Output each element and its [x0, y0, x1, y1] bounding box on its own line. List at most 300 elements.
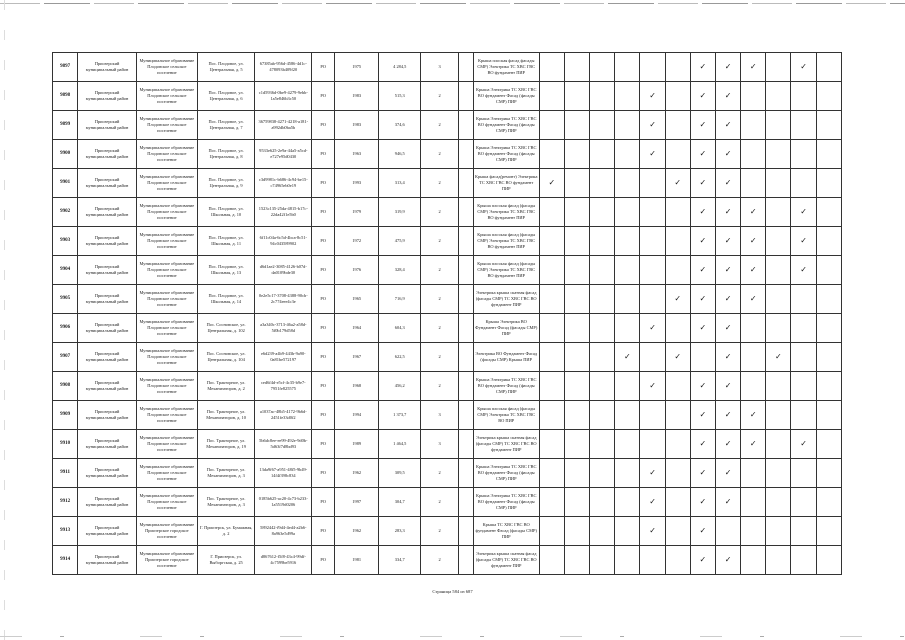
work-type-cell: [615, 314, 640, 343]
work-type-cell: [665, 140, 690, 169]
address-cell: Пос. Сосновское, ул. Центральная, д. 102: [197, 314, 255, 343]
work-type-cell: [816, 401, 841, 430]
row-number: 9907: [53, 343, 78, 372]
building-kind-cell: PO: [312, 517, 335, 546]
checkmark-icon: ✓: [715, 546, 740, 575]
area-cell: 374,6: [379, 111, 421, 140]
district-cell: Приозерский муниципальный район: [78, 459, 137, 488]
work-type-cell: [766, 546, 791, 575]
guid-cell: ced6f4d-e5cf-4c35-b9e7-7951fe825575: [255, 372, 312, 401]
year-built-cell: 1983: [335, 111, 379, 140]
settlement-cell: Муниципальное образование Плодовское сельское поселение: [136, 285, 197, 314]
row-number: 9908: [53, 372, 78, 401]
work-type-cell: [816, 517, 841, 546]
empty-cell: [458, 343, 473, 372]
work-type-cell: [539, 53, 564, 82]
year-built-cell: 1962: [335, 459, 379, 488]
work-type-cell: [766, 430, 791, 459]
building-kind-cell: PO: [312, 82, 335, 111]
table-row: [53, 488, 842, 517]
work-type-cell: [766, 372, 791, 401]
settlement-cell: Муниципальное образование Плодовское сельское поселение: [136, 372, 197, 401]
building-kind-cell: PO: [312, 488, 335, 517]
checkmark-icon: ✓: [715, 111, 740, 140]
row-number: 9899: [53, 111, 78, 140]
table-row: [53, 343, 842, 372]
building-kind-cell: PO: [312, 227, 335, 256]
floors-cell: 2: [421, 111, 459, 140]
area-cell: 4 284,5: [379, 53, 421, 82]
year-built-cell: 1972: [335, 227, 379, 256]
address-cell: Пос. Плодовое, ул. Школьная, д. 11: [197, 227, 255, 256]
empty-cell: [458, 169, 473, 198]
row-number: 9906: [53, 314, 78, 343]
building-kind-cell: PO: [312, 343, 335, 372]
year-built-cell: 1963: [335, 140, 379, 169]
building-kind-cell: PO: [312, 53, 335, 82]
work-type-cell: [564, 256, 589, 285]
checkmark-icon: ✓: [690, 285, 715, 314]
work-type-cell: [816, 227, 841, 256]
checkmark-icon: ✓: [690, 53, 715, 82]
checkmark-icon: ✓: [715, 343, 740, 372]
year-built-cell: 1976: [335, 256, 379, 285]
checkmark-icon: ✓: [715, 459, 740, 488]
work-type-cell: [791, 140, 816, 169]
page-number: Страница 584 из 687: [432, 589, 473, 594]
table-row: [53, 372, 842, 401]
building-kind-cell: PO: [312, 256, 335, 285]
work-type-cell: [539, 82, 564, 111]
work-type-cell: [615, 111, 640, 140]
settlement-cell: Муниципальное образование Плодовское сельское поселение: [136, 169, 197, 198]
work-type-cell: [741, 546, 766, 575]
table-row: [53, 256, 842, 285]
work-type-cell: [665, 198, 690, 227]
district-cell: Приозерский муниципальный район: [78, 372, 137, 401]
area-cell: 283,3: [379, 517, 421, 546]
work-type-cell: [766, 517, 791, 546]
works-list-cell: Крыша Электрика ВО Фундамент Фасад (фасады СМР) ПИР: [473, 314, 539, 343]
work-type-cell: [615, 256, 640, 285]
checkmark-icon: ✓: [690, 488, 715, 517]
row-number: 9912: [53, 488, 78, 517]
guid-cell: 5892442-f9d4-4ed4-a2b6-8a963e5d99a: [255, 517, 312, 546]
work-type-cell: [590, 314, 615, 343]
work-type-cell: [665, 546, 690, 575]
checkmark-icon: ✓: [715, 488, 740, 517]
guid-cell: 67385ab-956d-4586-4d1c-478093b409f20: [255, 53, 312, 82]
row-number: 9901: [53, 169, 78, 198]
checkmark-icon: ✓: [640, 111, 665, 140]
row-number: 9902: [53, 198, 78, 227]
empty-cell: [458, 546, 473, 575]
work-type-cell: [665, 256, 690, 285]
settlement-cell: Муниципальное образование Плодовское сельское поселение: [136, 198, 197, 227]
year-built-cell: 1981: [335, 546, 379, 575]
settlement-cell: Муниципальное образование Плодовское сельское поселение: [136, 459, 197, 488]
table-row: [53, 517, 842, 546]
work-type-cell: [791, 517, 816, 546]
checkmark-icon: ✓: [715, 53, 740, 82]
district-cell: Приозерский муниципальный район: [78, 227, 137, 256]
row-number: 9904: [53, 256, 78, 285]
table-row: [53, 82, 842, 111]
settlement-cell: Муниципальное образование Приозерское городское поселение: [136, 546, 197, 575]
settlement-cell: Муниципальное образование Плодовское сельское поселение: [136, 140, 197, 169]
work-type-cell: [590, 198, 615, 227]
area-cell: 604,3: [379, 314, 421, 343]
checkmark-icon: ✓: [715, 401, 740, 430]
work-type-cell: [791, 314, 816, 343]
work-type-cell: [539, 198, 564, 227]
work-type-cell: [766, 169, 791, 198]
work-type-cell: [791, 401, 816, 430]
area-cell: 456,2: [379, 372, 421, 401]
floors-cell: 2: [421, 227, 459, 256]
floors-cell: 2: [421, 488, 459, 517]
floors-cell: 2: [421, 82, 459, 111]
address-cell: Пос. Плодовое, ул. Центральная, д. 7: [197, 111, 255, 140]
checkmark-icon: ✓: [640, 82, 665, 111]
work-type-cell: [564, 82, 589, 111]
area-cell: 304,7: [379, 488, 421, 517]
area-cell: 515,3: [379, 82, 421, 111]
district-cell: Приозерский муниципальный район: [78, 169, 137, 198]
checkmark-icon: ✓: [715, 314, 740, 343]
year-built-cell: 1975: [335, 53, 379, 82]
works-list-cell: Крыша Электрика ТС ХВС ГВС ВО фундамент Фасад (фасады СМР) ПИР: [473, 488, 539, 517]
checkmark-icon: ✓: [640, 488, 665, 517]
area-cell: 309,5: [379, 459, 421, 488]
district-cell: Приозерский муниципальный район: [78, 314, 137, 343]
guid-cell: a3a340c-3713-46a2-a58d-5f0b179d58d: [255, 314, 312, 343]
work-type-cell: [766, 285, 791, 314]
guid-cell: 0185b625-ac20-4c73-b233-1a5519d0206: [255, 488, 312, 517]
area-cell: 946,5: [379, 140, 421, 169]
work-type-cell: [590, 430, 615, 459]
works-list-cell: Крыша плоская фасад фасады СМР) Электрика ТС ХВС ГВС ВО фундамент ПИР: [473, 53, 539, 82]
work-type-cell: [816, 285, 841, 314]
checkmark-icon: ✓: [690, 169, 715, 198]
work-type-cell: [590, 459, 615, 488]
work-type-cell: [741, 111, 766, 140]
work-type-cell: [741, 82, 766, 111]
table-row: [53, 111, 842, 140]
work-type-cell: [640, 53, 665, 82]
work-type-cell: [665, 401, 690, 430]
checkmark-icon: ✓: [715, 198, 740, 227]
settlement-cell: Муниципальное образование Приозерское городское поселение: [136, 517, 197, 546]
guid-cell: 36759838-4271-4218-a181-a992db0ba5b: [255, 111, 312, 140]
work-type-cell: [590, 546, 615, 575]
empty-cell: [458, 401, 473, 430]
checkmark-icon: ✓: [741, 285, 766, 314]
building-kind-cell: PO: [312, 314, 335, 343]
year-built-cell: 1967: [335, 343, 379, 372]
empty-cell: [458, 140, 473, 169]
district-cell: Приозерский муниципальный район: [78, 82, 137, 111]
works-list-cell: Крыша ТС ХВС ГВС ВО фундамент Фасад (фасады СМР) ПИР: [473, 517, 539, 546]
row-number: 9911: [53, 459, 78, 488]
checkmark-icon: ✓: [539, 169, 564, 198]
address-cell: Пос. Плодовое, ул. Школьная, д. 14: [197, 285, 255, 314]
checkmark-icon: ✓: [690, 314, 715, 343]
building-kind-cell: PO: [312, 401, 335, 430]
work-type-cell: [539, 372, 564, 401]
work-type-cell: [741, 140, 766, 169]
works-list-cell: Крыша Электрика ТС ХВС ГВС ВО фундамент Фасад (фасады СМР) ПИР: [473, 140, 539, 169]
work-type-cell: [615, 227, 640, 256]
checkmark-icon: ✓: [690, 372, 715, 401]
work-type-cell: [816, 169, 841, 198]
work-type-cell: [590, 285, 615, 314]
floors-cell: 2: [421, 517, 459, 546]
table-row: [53, 198, 842, 227]
work-type-cell: [615, 285, 640, 314]
work-type-cell: [539, 546, 564, 575]
year-built-cell: 1994: [335, 401, 379, 430]
work-type-cell: [791, 343, 816, 372]
work-type-cell: [590, 82, 615, 111]
work-type-cell: [766, 314, 791, 343]
area-cell: 1 464,5: [379, 430, 421, 459]
work-type-cell: [766, 459, 791, 488]
table-row: [53, 314, 842, 343]
address-cell: Пос. Тракторное, ул. Механизаторов, д. 10: [197, 401, 255, 430]
empty-cell: [458, 198, 473, 227]
floors-cell: 2: [421, 169, 459, 198]
checkmark-icon: ✓: [715, 430, 740, 459]
floors-cell: 3: [421, 401, 459, 430]
table-row: [53, 401, 842, 430]
settlement-cell: Муниципальное образование Плодовское сельское поселение: [136, 488, 197, 517]
scan-edge-bottom: [0, 636, 905, 637]
checkmark-icon: ✓: [615, 343, 640, 372]
district-cell: Приозерский муниципальный район: [78, 488, 137, 517]
row-number: 9913: [53, 517, 78, 546]
work-type-cell: [615, 372, 640, 401]
work-type-cell: [791, 546, 816, 575]
address-cell: Пос. Плодовое, ул. Школьная, д. 10: [197, 198, 255, 227]
work-type-cell: [564, 140, 589, 169]
address-cell: Г. Приозерск, ул. Выборгская, д. 25: [197, 546, 255, 575]
work-type-cell: [564, 401, 589, 430]
building-kind-cell: PO: [312, 459, 335, 488]
work-type-cell: [741, 517, 766, 546]
checkmark-icon: ✓: [690, 546, 715, 575]
table-row: [53, 227, 842, 256]
work-type-cell: [590, 111, 615, 140]
work-type-cell: [640, 430, 665, 459]
empty-cell: [458, 314, 473, 343]
work-type-cell: [665, 227, 690, 256]
work-type-cell: [564, 111, 589, 140]
empty-cell: [458, 111, 473, 140]
work-type-cell: [766, 111, 791, 140]
settlement-cell: Муниципальное образование Плодовское сельское поселение: [136, 53, 197, 82]
work-type-cell: [590, 53, 615, 82]
work-type-cell: [665, 82, 690, 111]
area-cell: 328,4: [379, 256, 421, 285]
address-cell: Пос. Плодовое, ул. Школьная, д. 13: [197, 256, 255, 285]
building-kind-cell: PO: [312, 430, 335, 459]
checkmark-icon: ✓: [741, 227, 766, 256]
guid-cell: c3d9981c-b686-4c94-be15-c74965eb0e19: [255, 169, 312, 198]
address-cell: Пос. Тракторное, ул. Механизаторов, д. 19: [197, 430, 255, 459]
work-type-cell: [816, 488, 841, 517]
work-type-cell: [766, 401, 791, 430]
work-type-cell: [741, 169, 766, 198]
work-type-cell: [564, 343, 589, 372]
empty-cell: [458, 285, 473, 314]
works-list-cell: Электрика крыша скатная фасад (фасады СМР) ТС ХВС ГВС ВО фундамент ПИР: [473, 285, 539, 314]
works-list-cell: Крыша плоская фасад (фасады СМР) Электрика ТС ХВС ГВС ВО фундамент ПИР: [473, 227, 539, 256]
work-type-cell: [741, 459, 766, 488]
empty-cell: [458, 256, 473, 285]
settlement-cell: Муниципальное образование Плодовское сельское поселение: [136, 227, 197, 256]
guid-cell: 5b6dc8ee-ee99-492e-9d0b-5d63f7d8bd93: [255, 430, 312, 459]
table-row: [53, 459, 842, 488]
checkmark-icon: ✓: [741, 198, 766, 227]
work-type-cell: [615, 53, 640, 82]
year-built-cell: 1962: [335, 517, 379, 546]
work-type-cell: [615, 430, 640, 459]
work-type-cell: [539, 256, 564, 285]
work-type-cell: [564, 372, 589, 401]
checkmark-icon: ✓: [690, 256, 715, 285]
year-built-cell: 1993: [335, 169, 379, 198]
year-built-cell: 1965: [335, 285, 379, 314]
work-type-cell: [564, 459, 589, 488]
checkmark-icon: ✓: [690, 459, 715, 488]
address-cell: Пос. Сосновское, ул. Центральная, д. 104: [197, 343, 255, 372]
address-cell: Пос. Плодовое, ул. Центральная, д. 6: [197, 82, 255, 111]
table-row: [53, 285, 842, 314]
guid-cell: 1523c135-25da-4815-b17c-22da42f1e5b0: [255, 198, 312, 227]
work-type-cell: [791, 372, 816, 401]
work-type-cell: [665, 488, 690, 517]
work-type-cell: [640, 343, 665, 372]
table-row: [53, 53, 842, 82]
work-type-cell: [665, 517, 690, 546]
checkmark-icon: ✓: [690, 82, 715, 111]
work-type-cell: [539, 401, 564, 430]
work-type-cell: [590, 517, 615, 546]
guid-cell: 9533e625-2e9a-44a5-a5cd-e727e95d0430: [255, 140, 312, 169]
building-kind-cell: PO: [312, 372, 335, 401]
work-type-cell: [590, 343, 615, 372]
row-number: 9909: [53, 401, 78, 430]
work-type-cell: [791, 285, 816, 314]
checkmark-icon: ✓: [741, 256, 766, 285]
checkmark-icon: ✓: [715, 285, 740, 314]
work-type-cell: [590, 140, 615, 169]
address-cell: Г. Приозерск, ул. Бумажная, д. 2: [197, 517, 255, 546]
checkmark-icon: ✓: [640, 517, 665, 546]
settlement-cell: Муниципальное образование Плодовское сельское поселение: [136, 343, 197, 372]
work-type-cell: [564, 53, 589, 82]
address-cell: Пос. Тракторное, ул. Механизаторов, д. 3: [197, 459, 255, 488]
work-type-cell: [564, 227, 589, 256]
settlement-cell: Муниципальное образование Плодовское сельское поселение: [136, 314, 197, 343]
work-type-cell: [816, 546, 841, 575]
work-type-cell: [665, 430, 690, 459]
year-built-cell: 1964: [335, 314, 379, 343]
table-row: [53, 140, 842, 169]
checkmark-icon: ✓: [741, 401, 766, 430]
work-type-cell: [539, 343, 564, 372]
empty-cell: [458, 488, 473, 517]
work-type-cell: [564, 546, 589, 575]
works-list-cell: Крыша плоская фасад (фасады СМР) Электрика ТС ХВС ГВС ВО фундамент ПИР: [473, 256, 539, 285]
district-cell: Приозерский муниципальный район: [78, 401, 137, 430]
work-type-cell: [741, 372, 766, 401]
works-list-cell: Крыша фасад(ремонт) Электрика ТС ХВС ГВС ВО фундамент ПИР: [473, 169, 539, 198]
work-type-cell: [615, 169, 640, 198]
checkmark-icon: ✓: [690, 111, 715, 140]
empty-cell: [458, 82, 473, 111]
district-cell: Приозерский муниципальный район: [78, 256, 137, 285]
work-type-cell: [539, 111, 564, 140]
empty-cell: [458, 227, 473, 256]
scan-edge-left: [4, 0, 5, 640]
work-type-cell: [564, 285, 589, 314]
checkmark-icon: ✓: [715, 82, 740, 111]
checkmark-icon: ✓: [766, 343, 791, 372]
table-row: [53, 430, 842, 459]
checkmark-icon: ✓: [715, 169, 740, 198]
work-type-cell: [665, 314, 690, 343]
year-built-cell: 1997: [335, 488, 379, 517]
work-type-cell: [741, 488, 766, 517]
checkmark-icon: ✓: [690, 227, 715, 256]
floors-cell: 2: [421, 198, 459, 227]
works-list-cell: Электрика крыша скатная фасад (фасады СМР) ТС ХВС ГВС ВО фундамент ПИР: [473, 430, 539, 459]
guid-cell: a1037ac-48b5-4172-9b6d-2451fe33d0f2: [255, 401, 312, 430]
guid-cell: d867612-f5f8-43c4-99df-4c7599be5916: [255, 546, 312, 575]
work-type-cell: [590, 372, 615, 401]
work-type-cell: [615, 488, 640, 517]
works-list-cell: Электрика ВО Фундамент Фасад (фасады СМР) Крыша ПИР: [473, 343, 539, 372]
work-type-cell: [590, 401, 615, 430]
work-type-cell: [816, 314, 841, 343]
table-row: [53, 546, 842, 575]
floors-cell: 2: [421, 285, 459, 314]
works-list-cell: Крыша плоская фасад (фасады СМР) Электрика ТС ХВС ГВС ВО ПИР: [473, 401, 539, 430]
area-cell: 1 373,7: [379, 401, 421, 430]
address-cell: Пос. Плодовое, ул. Центральная, д. 8: [197, 140, 255, 169]
works-list-cell: Крыша Электрика ТС ХВС ГВС ВО фундамент Фасад (фасады СМР) ПИР: [473, 82, 539, 111]
floors-cell: 2: [421, 140, 459, 169]
settlement-cell: Муниципальное образование Плодовское сельское поселение: [136, 256, 197, 285]
district-cell: Приозерский муниципальный район: [78, 430, 137, 459]
work-type-cell: [564, 169, 589, 198]
work-type-cell: [640, 169, 665, 198]
district-cell: Приозерский муниципальный район: [78, 53, 137, 82]
work-type-cell: [640, 256, 665, 285]
work-type-cell: [816, 82, 841, 111]
work-type-cell: [741, 314, 766, 343]
work-type-cell: [715, 517, 740, 546]
row-number: 9897: [53, 53, 78, 82]
work-type-cell: [816, 198, 841, 227]
work-type-cell: [791, 459, 816, 488]
housing-register-table: [52, 52, 842, 575]
scan-edge-top: [0, 3, 905, 4]
area-cell: 475,9: [379, 227, 421, 256]
checkmark-icon: ✓: [640, 459, 665, 488]
